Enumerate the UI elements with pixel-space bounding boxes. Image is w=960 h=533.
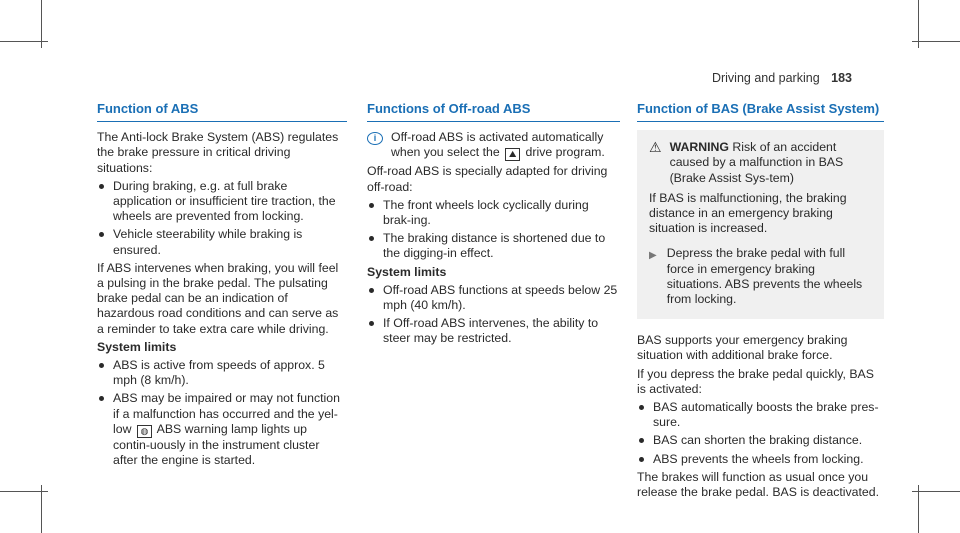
list-item: ABS prevents the wheels from locking. [637, 452, 884, 467]
crop-mark [918, 485, 919, 533]
bullet-list [367, 283, 620, 347]
column-offroad-abs [367, 101, 620, 350]
list-item: ABS is active from speeds of approx. 5 mph (8 km/h). [97, 358, 347, 388]
bullet-list [97, 179, 347, 258]
crop-mark [912, 41, 960, 42]
list-item: The braking distance is shortened due to the digging-in effect. [367, 231, 620, 261]
subheading: System limits [97, 339, 177, 354]
warning-label: WARNING [669, 140, 729, 155]
warning-box [637, 130, 884, 319]
list-item: BAS can shorten the braking distance. [637, 433, 884, 448]
section-heading: Functions of Off-road ABS [367, 101, 620, 122]
paragraph: If you depress the brake pedal quickly, BAS is activated: [637, 366, 874, 396]
action-arrow-icon: ▶ [649, 250, 657, 262]
column-bas [637, 101, 884, 503]
list-item: ABS may be impaired or may not function if a malfunction has occurred and the yel-low ◍ ABS warning lamp lights up contin-uously in the instrument cluster after the engine is started. [97, 391, 347, 468]
crop-mark [0, 41, 48, 42]
section-title: Driving and parking [711, 71, 820, 85]
crop-mark [0, 491, 48, 492]
list-item: Vehicle steerability while braking is ensured. [97, 227, 347, 257]
action-step: ▶ Depress the brake pedal with full force in emergency braking situations. ABS prevents the wheels from locking. [649, 246, 863, 307]
bullet-list [97, 358, 347, 468]
abs-lamp-icon: ◍ [137, 425, 152, 438]
paragraph: If ABS intervenes when braking, you will feel a pulsing in the brake pedal. The pulsating brake pedal can be an indication of hazardous road conditions and can serve as a reminder to take extra care while driving. [97, 260, 339, 336]
list-item: BAS automatically boosts the brake pres-sure. [637, 400, 884, 430]
list-item: During braking, e.g. at full brake application or insufficient tire traction, the wheels are prevented from locking. [97, 179, 347, 225]
offroad-program-icon: ⛰ [505, 148, 520, 161]
page-number: 183 [831, 71, 852, 85]
crop-mark [41, 485, 42, 533]
subheading: System limits [367, 264, 447, 279]
warning-triangle-icon: ⚠ [649, 139, 662, 156]
list-item: If Off-road ABS intervenes, the ability to steer may be restricted. [367, 316, 620, 346]
list-item: The front wheels lock cyclically during brak-ing. [367, 198, 620, 228]
section-heading: Function of ABS [97, 101, 347, 122]
paragraph: If BAS is malfunctioning, the braking distance in an emergency braking situation is increased. [649, 190, 847, 236]
paragraph: Off-road ABS is specially adapted for driving off-road: [367, 164, 608, 194]
column-abs [97, 101, 347, 471]
section-heading: Function of BAS (Brake Assist System) [637, 101, 884, 122]
paragraph: BAS supports your emergency braking situation with additional brake force. [637, 333, 848, 363]
info-icon: i [367, 132, 383, 145]
page-header [712, 71, 852, 85]
bullet-list [367, 198, 620, 262]
paragraph: The brakes will function as usual once you release the brake pedal. BAS is deactivated. [637, 469, 879, 500]
warning-text: Risk of an accident caused by a malfunction in BAS (Brake Assist Sys-tem) [669, 140, 844, 185]
bullet-list [637, 400, 884, 467]
paragraph: The Anti-lock Brake System (ABS) regulates the brake pressure in critical driving situations: [97, 130, 339, 175]
info-note: i Off-road ABS is activated automatically when you select the ⛰ drive program. [367, 130, 620, 164]
list-item: Off-road ABS functions at speeds below 25 mph (40 km/h). [367, 283, 620, 313]
crop-mark [912, 491, 960, 492]
